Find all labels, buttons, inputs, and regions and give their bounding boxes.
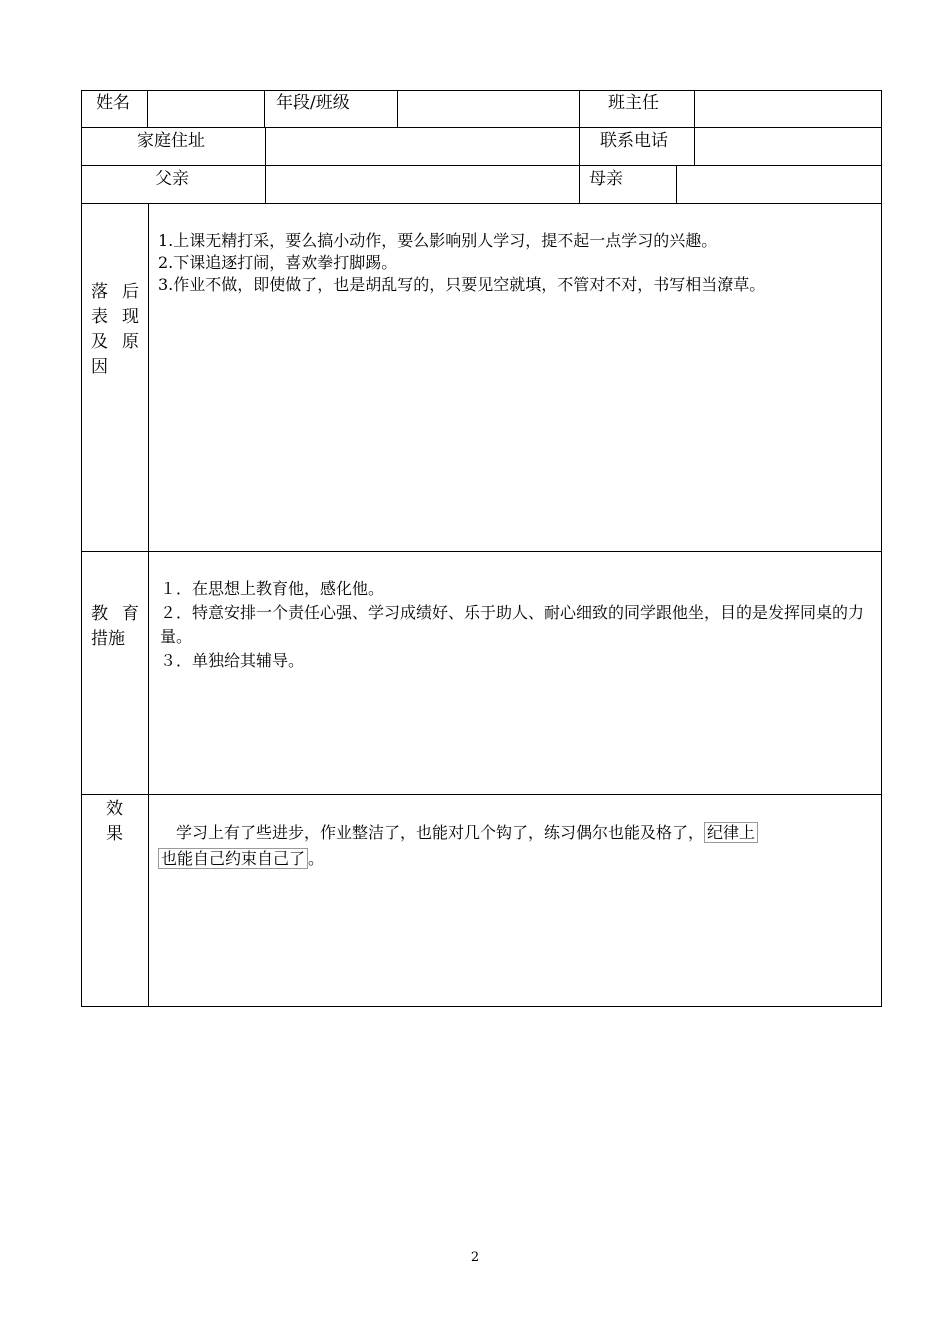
- list-item: ２．特意安排一个责任心强、学习成绩好、乐于助人、耐心细致的同学跟他坐，目的是发挥同桌的力量。: [160, 603, 865, 646]
- tracked-change-box: 也能自己约束自己了: [158, 848, 308, 869]
- measures-content: [160, 577, 874, 673]
- backward-section-label: 落 后 表 现 及 原 因: [91, 282, 139, 377]
- phone-label: 联系电话: [600, 131, 668, 151]
- backward-content: [158, 230, 874, 296]
- list-item: 2.下课追逐打闹，喜欢拳打脚踢。: [158, 253, 398, 272]
- page-number: 2: [470, 1250, 480, 1265]
- list-item: 3.作业不做，即使做了，也是胡乱写的，只要见空就填，不管对不对，书写相当潦草。: [158, 275, 766, 294]
- head-teacher-field[interactable]: [699, 92, 877, 122]
- home-address-field[interactable]: [270, 130, 575, 160]
- phone-field[interactable]: [699, 130, 877, 160]
- name-label: 姓名: [96, 93, 130, 113]
- measures-section-label: 教 育 措施: [91, 604, 139, 649]
- list-item: １．在思想上教育他，感化他。: [160, 579, 385, 598]
- list-item: 1.上课无精打采，要么搞小动作，要么影响别人学习，提不起一点学习的兴趣。: [158, 231, 718, 250]
- head-teacher-label: 班主任: [608, 93, 659, 113]
- tracked-change-box: 纪律上: [704, 822, 758, 843]
- mother-label: 母亲: [589, 169, 623, 189]
- effect-content: 学习上有了些进步，作业整洁了，也能对几个钩了，练习偶尔也能及格了， 纪律上 也能自己约束自己了 。: [158, 820, 874, 872]
- father-label: 父亲: [155, 169, 189, 189]
- list-item: ３．单独给其辅导。: [160, 651, 305, 670]
- grade-class-field[interactable]: [402, 92, 574, 122]
- mother-field[interactable]: [681, 168, 877, 198]
- father-field[interactable]: [270, 168, 575, 198]
- name-field[interactable]: [152, 92, 260, 122]
- effect-text: 学习上有了些进步，作业整洁了，也能对几个钩了，练习偶尔也能及格了，: [176, 823, 705, 842]
- effect-section-label: 效 果: [106, 799, 123, 844]
- grade-class-label: 年段/班级: [276, 93, 350, 113]
- home-address-label: 家庭住址: [137, 131, 205, 151]
